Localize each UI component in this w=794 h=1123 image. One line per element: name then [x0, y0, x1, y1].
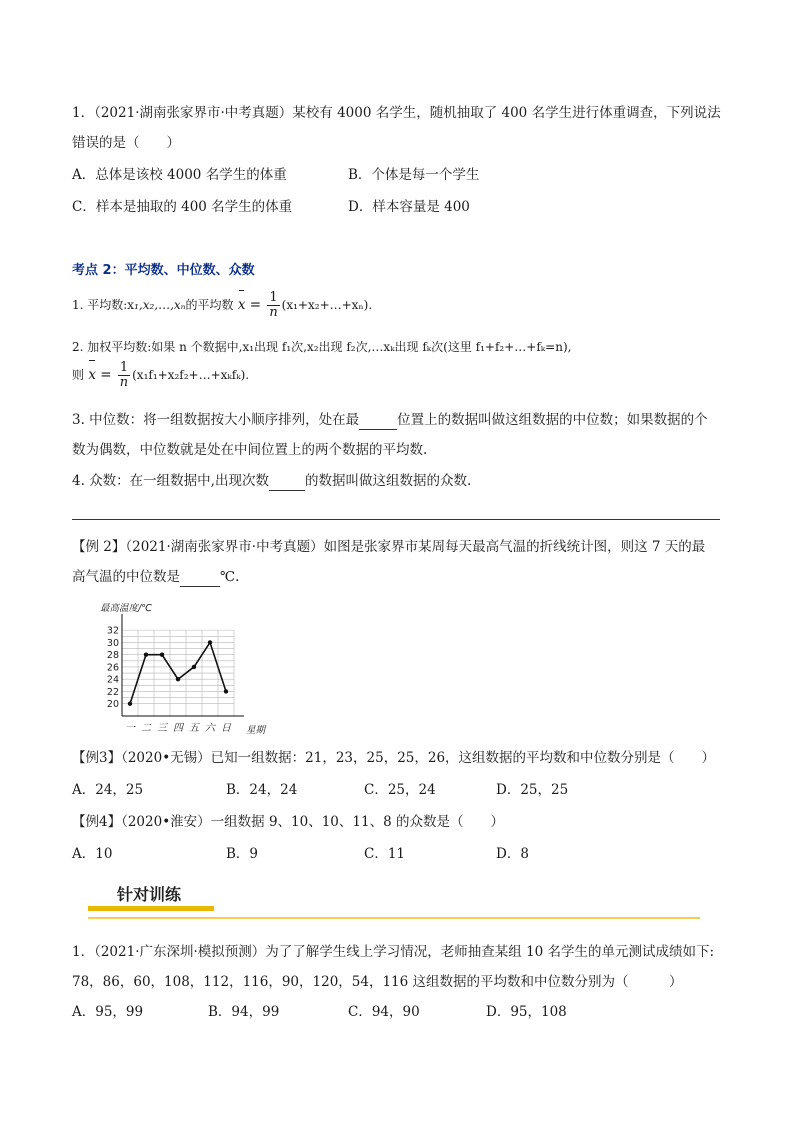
q1-option-a: A．总体是该校 4000 名学生的体重	[72, 167, 287, 183]
chart-ytick-labels	[107, 626, 119, 711]
data-point	[192, 665, 196, 669]
q1-stem-line2: 错误的是（ ）	[72, 135, 180, 151]
ytick-label: 24	[106, 674, 119, 686]
definition-mean-vars: ₁,x₂,…,xₙ	[134, 298, 186, 312]
practice1-option-c: C．94，90	[348, 1004, 420, 1020]
example2-line2-part1: 高气温的中位数是	[72, 569, 180, 585]
data-point	[128, 702, 132, 706]
fraction-denominator: n	[269, 305, 278, 320]
chart-xtick-labels	[125, 722, 232, 734]
definition-median-line2: 数为偶数，中位数就是处在中间位置上的两个数据的平均数.	[72, 442, 428, 458]
xtick-label: 四	[173, 723, 183, 734]
definition-mean-prefix: 1. 平均数:x	[72, 298, 135, 312]
data-point	[176, 677, 180, 681]
xtick-label: 五	[189, 723, 199, 734]
ytick-label: 20	[106, 699, 119, 711]
definition-median-part1: 3. 中位数：将一组数据按大小顺序排列，处在最	[72, 412, 360, 428]
practice1-option-b: B．94，99	[208, 1004, 280, 1020]
example2-blank	[180, 568, 220, 587]
practice-title-underline	[88, 906, 214, 911]
example3-option-b: B．24，24	[226, 782, 298, 798]
xtick-label: 一	[125, 723, 135, 734]
weighted-fraction	[118, 361, 130, 390]
chart-xlabel: 星期	[246, 725, 266, 736]
definition-mode-part2: 的数据叫做这组数据的众数.	[304, 473, 472, 489]
section-divider	[72, 519, 720, 520]
practice1-option-a: A．95，99	[72, 1004, 144, 1020]
q1-stem-line1: 1．（2021·湖南张家界市·中考真题）某校有 4000 名学生，随机抽取了 400 名学生进行体重调查，下列说法	[72, 105, 721, 121]
section-heading: 考点 2：平均数、中位数、众数	[72, 263, 255, 278]
q1-option-c: C．样本是抽取的 400 名学生的体重	[72, 199, 293, 215]
weighted-fraction-denominator: n	[119, 375, 129, 390]
xtick-label: 六	[205, 723, 215, 734]
example3-option-d: D．25，25	[496, 782, 569, 798]
xtick-label: 三	[157, 723, 167, 734]
practice-rule	[88, 917, 700, 919]
example2-line1: 【例 2】（2021·湖南张家界市·中考真题）如图是张家界市某周每天最高气温的折线统计图，则这 7 天的最	[72, 539, 706, 555]
definition-median-line1	[72, 411, 708, 430]
example4-option-b: B．9	[226, 846, 259, 862]
example4-option-a: A．10	[72, 846, 113, 862]
example2-line2	[72, 568, 239, 587]
xtick-label: 日	[221, 723, 231, 734]
practice-title: 针对训练	[117, 885, 182, 904]
data-point	[144, 652, 148, 656]
definition-weighted-prefix: 则	[72, 368, 85, 382]
example3-stem: 【例3】（2020•无锡）已知一组数据：21，23，25，25，26，这组数据的平均数和中位数分别是（ ）	[72, 750, 716, 766]
q1-option-d: D．样本容量是 400	[348, 199, 470, 215]
mean-symbol: x	[238, 290, 246, 320]
q1-option-b: B．个体是每一个学生	[348, 167, 480, 183]
practice1-stem-line2: 78，86，60，108，112，116，90，120，54，116 这组数据的平均数和中位数分别为（ ）	[72, 974, 683, 990]
example4-option-c: C．11	[364, 846, 406, 862]
data-point	[208, 640, 212, 644]
definition-mode-part1: 4. 众数：在一组数据中,出现次数	[72, 473, 269, 489]
ytick-label: 26	[106, 662, 119, 674]
mode-blank	[269, 472, 305, 491]
definition-weighted-line2: 则 x = $\frac{1}{n}$ (x₁f₁+x₂f₂+…+xₖfₖ).	[72, 360, 250, 390]
definition-mean-tail: (x₁+x₂+…+xₙ).	[281, 298, 373, 312]
practice1-stem-line1: 1．（2021·广东深圳·模拟预测）为了了解学生线上学习情况，老师抽查某组 10 名学生的单元测试成绩如下:	[72, 944, 715, 960]
ytick-label: 30	[106, 637, 119, 649]
example2-unit: ℃.	[220, 569, 240, 585]
example3-option-c: C．25，24	[364, 782, 436, 798]
definition-mean: 1. 平均数:x₁,x₂,…,xₙ的平均数 x = $\frac{1}{n}$ (x₁+x₂+…+xₙ).	[72, 290, 373, 320]
ytick-label: 22	[106, 686, 119, 698]
chart-ylabel: 最高温度/℃	[100, 603, 152, 614]
fraction-numerator: 1	[269, 290, 278, 305]
data-point	[224, 689, 228, 693]
definition-mode	[72, 472, 471, 491]
example4-stem: 【例4】（2020•淮安）一组数据 9、10、10、11、8 的众数是（ ）	[72, 814, 504, 830]
definition-weighted-line1: 2. 加权平均数:如果 n 个数据中,x₁出现 f₁次,x₂出现 f₂次,…xₖ出现 fₖ次(这里 f₁+f₂+…+fₖ=n),	[72, 340, 572, 354]
ytick-label: 28	[106, 650, 119, 662]
chart-grid	[122, 630, 234, 716]
example4-option-d: D．8	[496, 846, 529, 862]
median-blank	[359, 411, 397, 430]
definition-mean-mid: 的平均数	[185, 298, 234, 312]
xtick-label: 二	[141, 723, 151, 734]
chart-axes	[122, 614, 244, 716]
data-point	[160, 652, 164, 656]
definition-median-part2: 位置上的数据叫做这组数据的中位数；如果数据的个	[397, 412, 708, 428]
practice1-option-d: D．95，108	[486, 1004, 567, 1020]
weighted-mean-symbol: x	[88, 360, 96, 390]
weighted-fraction-numerator: 1	[119, 360, 129, 375]
example3-option-a: A．24，25	[72, 782, 144, 798]
temperature-line-chart	[86, 600, 286, 736]
fraction	[267, 291, 279, 320]
definition-weighted-tail: (x₁f₁+x₂f₂+…+xₖfₖ).	[132, 368, 250, 382]
ytick-label: 32	[106, 625, 119, 637]
